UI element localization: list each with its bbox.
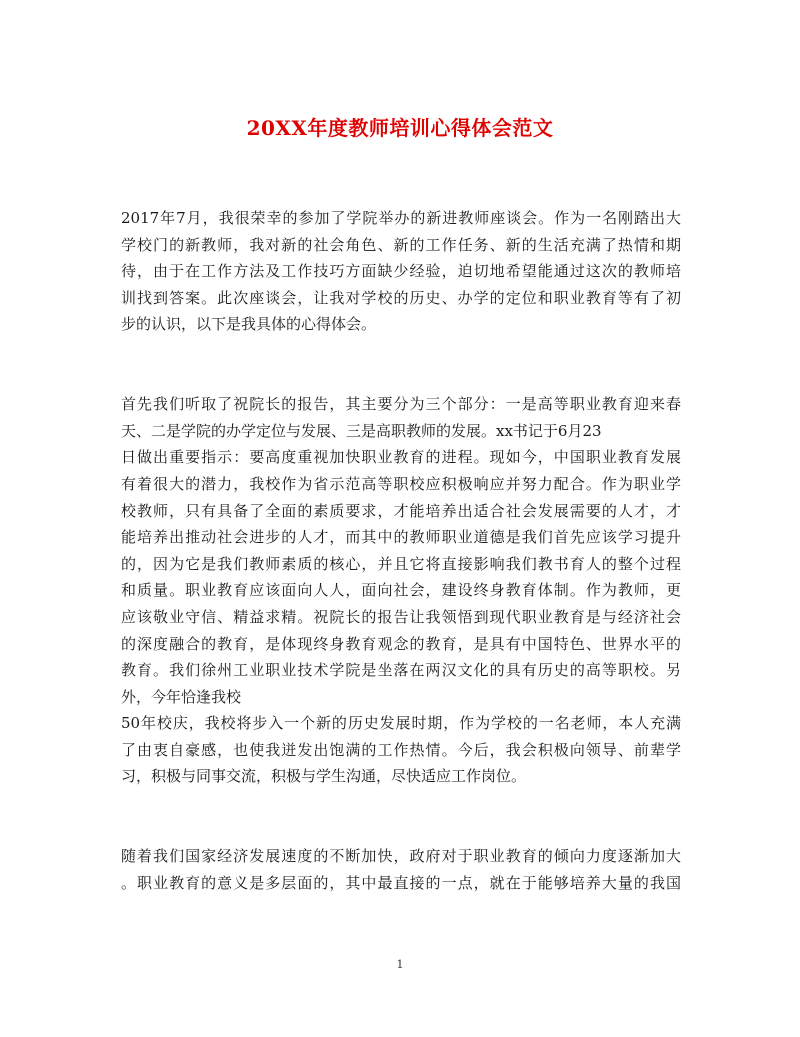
text-line: 日做出重要指示：要高度重视加快职业教育的进程。现如今，中国职业教育发展 — [121, 448, 681, 467]
paragraph-gap — [121, 817, 681, 844]
paragraph-gap — [121, 338, 681, 365]
text-line: 训找到答案。此次座谈会，让我对学校的历史、办学的定位和职业教育等有了初 — [121, 288, 681, 307]
text-line: 随着我们国家经济发展速度的不断加快，政府对于职业教育的倾向力度逐渐加大 — [121, 847, 681, 866]
paragraph-1 — [121, 205, 681, 338]
paragraph-2 — [121, 391, 681, 790]
text-line: 。职业教育的意义是多层面的，其中最直接的一点，就在于能够培养大量的我国 — [121, 873, 681, 892]
text-line: 和质量。职业教育应该面向人人，面向社会，建设终身教育体制。作为教师，更 — [121, 581, 681, 600]
paragraph-gap — [121, 365, 681, 392]
text-line: 能培养出推动社会进步的人才，而其中的教师职业道德是我们首先应该学习提升 — [121, 528, 681, 547]
text-line: 外，今年恰逢我校 — [121, 687, 242, 706]
text-line: 50年校庆，我校将步入一个新的历史发展时期，作为学校的一名老师，本人充满 — [121, 714, 681, 733]
text-line: 的，因为它是我们教师素质的核心，并且它将直接影响我们教书育人的整个过程 — [121, 554, 681, 573]
text-line: 学校门的新教师，我对新的社会角色、新的工作任务、新的生活充满了热情和期 — [121, 235, 681, 254]
text-line: 应该敬业守信、精益求精。祝院长的报告让我领悟到现代职业教育是与经济社会 — [121, 607, 681, 626]
text-line: 天、二是学院的办学定位与发展、三是高职教师的发展。xx书记于6月23 — [121, 421, 602, 440]
document-title: 20XX年度教师培训心得体会范文 — [246, 116, 554, 140]
text-line: 2017年7月，我很荣幸的参加了学院举办的新进教师座谈会。作为一名刚踏出大 — [121, 209, 681, 227]
text-line: 的深度融合的教育，是体现终身教育观念的教育，是具有中国特色、世界水平的 — [121, 634, 681, 653]
paragraph-3 — [121, 843, 681, 896]
text-line: 待，由于在工作方法及工作技巧方面缺少经验，迫切地希望能通过这次的教师培 — [121, 262, 681, 281]
text-line: 有着很大的潜力，我校作为省示范高等职校应积极响应并努力配合。作为职业学 — [121, 474, 681, 493]
page-number: 1 — [396, 958, 404, 971]
text-line: 校教师，只有具备了全面的素质要求，才能培养出适合社会发展需要的人才，才 — [121, 501, 681, 520]
paragraph-gap — [121, 790, 681, 817]
text-line: 习，积极与同事交流，积极与学生沟通，尽快适应工作岗位。 — [121, 767, 527, 786]
text-line: 步的认识，以下是我具体的心得体会。 — [121, 315, 377, 334]
document-body — [121, 205, 681, 896]
text-line: 首先我们听取了祝院长的报告，其主要分为三个部分：一是高等职业教育迎来春 — [121, 395, 681, 414]
text-line: 了由衷自豪感，也使我迸发出饱满的工作热情。今后，我会积极向领导、前辈学 — [121, 740, 681, 759]
text-line: 教育。我们徐州工业职业技术学院是坐落在两汉文化的具有历史的高等职校。另 — [121, 661, 681, 680]
